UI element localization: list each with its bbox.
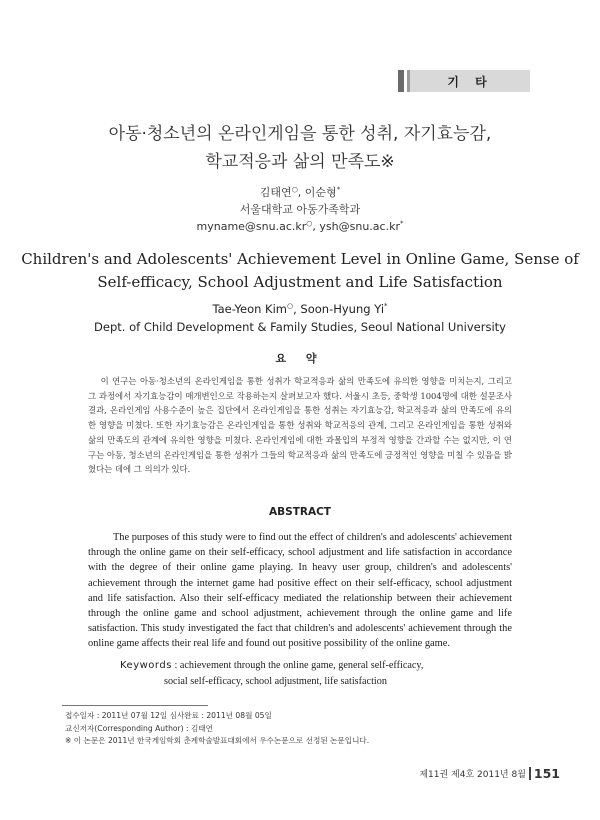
author-names-english	[0, 300, 600, 318]
footnotes	[65, 710, 535, 748]
abstract-english-body: The purposes of this study were to find out the effect of children's and adolescents' achievement through the online game on their self-efficacy, school adjustment and life satisfaction in accordance with the degree of their online game playing. In heavy user group, children's and adolescents' achievement through the internet game had positive effect on their self-efficacy, school adjustment and life satisfaction. Also their self-efficacy mediated the relationship between their achievement through the online game and school adjustment, achievement through the online game and life satisfaction. This study investigated the fact that children's and adolescents' achievement through the online game affects their real life and found out positive possibility of the online game.	[88, 532, 512, 650]
author2-name-en: Soon-Hyung Yi	[300, 302, 385, 316]
keywords-block	[120, 658, 520, 690]
page-number: 151	[533, 766, 560, 781]
title-english	[0, 248, 600, 294]
author1-name-ko: 김태연	[259, 186, 292, 199]
footnote-award-note: ※ 이 논문은 2011년 한국게임학회 춘계학술발표대회에서 우수논문으로 선정된 논문입니다.	[65, 736, 370, 745]
email-author2: , ysh@snu.ac.kr	[312, 220, 400, 233]
page-footer	[345, 766, 560, 781]
authors-english	[0, 300, 600, 336]
author2-mark: *	[336, 185, 341, 194]
keywords-line1	[120, 658, 520, 674]
author2-name-ko: 이순형	[304, 186, 337, 199]
abstract-korean-heading: 요 약	[275, 352, 325, 365]
authors-korean	[0, 184, 600, 235]
title-english-line1: Children's and Adolescents' Achievement Level in Online Game, Sense of	[21, 250, 579, 268]
keywords-list-part2: social self-efficacy, school adjustment, life satisfaction	[164, 676, 387, 687]
affiliation-english: Dept. of Child Development & Family Studies, Seoul National University	[94, 320, 506, 334]
title-korean	[0, 120, 600, 176]
author1-mark-en: ○	[287, 302, 294, 311]
email-author1: myname@snu.ac.kr	[196, 220, 307, 233]
footnote-divider	[62, 705, 208, 706]
email1-mark: ○	[306, 219, 313, 228]
footnote-dates: 접수일자 : 2011년 07월 12일 심사완료 : 2011년 08월 05일	[65, 711, 272, 720]
footer-separator	[529, 767, 531, 780]
author2-mark-en: *	[384, 302, 388, 311]
keywords-label: Keywords	[120, 660, 172, 671]
keywords-list-part1: : achievement through the online game, general self-efficacy,	[171, 660, 424, 671]
title-korean-line1: 아동·청소년의 온라인게임을 통한 성취, 자기효능감,	[108, 124, 492, 144]
author-emails	[0, 218, 600, 235]
author1-name-en: Tae-Yeon Kim	[212, 302, 287, 316]
author-separator: ,	[297, 186, 305, 199]
title-english-line2: Self-efficacy, School Adjustment and Life Satisfaction	[97, 273, 503, 291]
footnote-corresponding-author: 교신저자(Corresponding Author) : 김태연	[65, 723, 214, 733]
abstract-english-heading: ABSTRACT	[269, 506, 331, 518]
email2-mark: *	[399, 219, 404, 228]
section-tag	[398, 70, 530, 92]
author-separator-en: ,	[293, 302, 301, 316]
author1-mark: ○	[291, 185, 298, 194]
author-names-korean	[0, 184, 600, 201]
title-korean-line2: 학교적응과 삶의 만족도※	[205, 152, 395, 172]
affiliation-korean: 서울대학교 아동가족학과	[239, 203, 361, 216]
section-tag-label: 기 타	[410, 70, 530, 92]
abstract-korean-body: 이 연구는 아동·청소년의 온라인게임을 통한 성취가 학교적응과 삶의 만족도에 유의한 영향을 미치는지, 그리고 그 과정에서 자기효능감이 매개변인으로 작용하는지 살펴보고자 했다. 서울시 초등, 중학생 1004명에 대한 설문조사 결과, 온라인게임 사용수준이 높은 집단에서 온라인게임을 통한 성취는 자기효능감, 학교적응과 삶의 만족도에 유의한 영향을 미쳤다. 또한 자기효능감은 온라인게임을 통한 성취와 학교적응의 관계, 그리고 온라인게임을 통한 성취와 삶의 만족도의 관계에 유의한 영향을 미쳤다. 온라인게임에 대한 과몰입의 부정적 영향을 간과할 수는 없지만, 이 연구는 아동, 청소년의 온라인게임을 통한 성취가 그들의 학교적응과 삶의 만족도에 긍정적인 영향을 미칠 수 있음을 밝혔다는 데에 그 의의가 있다.	[88, 376, 512, 475]
journal-issue: 제11권 제4호 2011년 8월	[419, 770, 526, 780]
